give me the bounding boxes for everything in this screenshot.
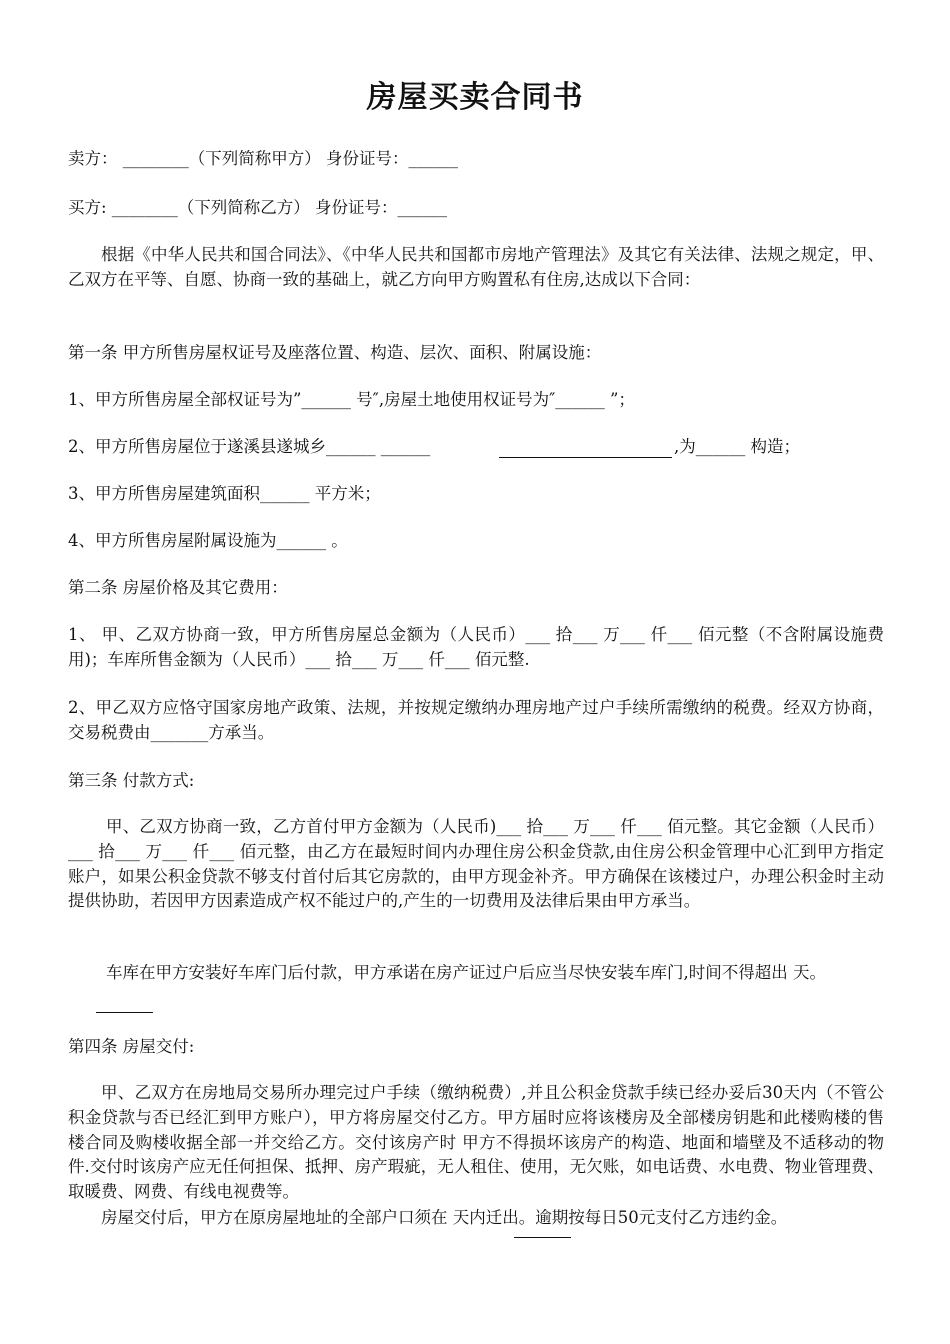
- article-2-item-2: 2、甲乙双方应恪守国家房地产政策、法规，并按规定缴纳办理房地产过户手续所需缴纳的税费。经双方协商，交易税费由_______方承当。: [68, 698, 884, 742]
- article-3-heading: 第三条 付款方式:: [68, 771, 195, 790]
- article-2-heading: 第二条 房屋价格及其它费用：: [68, 578, 288, 597]
- location-underline: [499, 457, 672, 458]
- article-4-heading: 第四条 房屋交付:: [68, 1037, 195, 1056]
- article-1-item-2-part-a: 2、甲方所售房屋位于遂溪县遂城乡______ ______: [68, 437, 431, 456]
- article-3-paragraph-2: 车库在甲方安装好车库门后付款，甲方承诺在房产证过户后应当尽快安装车库门,时间不得超出 天。: [106, 963, 826, 982]
- article-3-paragraph-1: 甲、乙双方协商一致，乙方首付甲方金额为（人民币)___ 拾___ 万___ 仟___ 佰元整。其它金额（人民币）___ 拾___ 万___ 仟___ 佰元整，由乙方在最短时间内办理住房公积金贷款,由住房公积金管理中心汇到甲方指定账户，如果公积金贷款不够支付首付后其它房款的，由甲方现金补齐。甲方确保在该楼过户，办理公积金时主动提供协助，若因甲方因素造成产权不能过户的,产生的一切费用及法律后果由甲方承当。: [68, 817, 884, 911]
- garage-days-underline: [96, 1012, 153, 1013]
- article-1-item-3: 3、甲方所售房屋建筑面积______ 平方米；: [68, 484, 381, 503]
- seller-line: 卖方： ________（下列简称甲方） 身份证号：______: [68, 149, 458, 168]
- article-1-item-1: 1、甲方所售房屋全部权证号为”______ 号″,房屋土地使用权证号为″______ ”；: [68, 390, 635, 409]
- article-4-paragraph-2: 房屋交付后，甲方在原房屋地址的全部户口须在 天内迁出。逾期按每日50元支付乙方违约金。: [101, 1208, 788, 1227]
- article-1-item-2-part-b: ,为______ 构造；: [674, 437, 800, 456]
- article-1-item-4: 4、甲方所售房屋附属设施为______ 。: [68, 531, 348, 550]
- document-title: 房屋买卖合同书: [366, 80, 584, 115]
- move-out-days-underline: [514, 1237, 571, 1238]
- preamble-paragraph: 根据《中华人民共和国合同法》、《中华人民共和国都市房地产管理法》及其它有关法律、法规之规定，甲、乙双方在平等、自愿、协商一致的基础上，就乙方向甲方购置私有住房,达成以下合同：: [68, 245, 884, 289]
- article-4-paragraph-1: 甲、乙双方在房地局交易所办理完过户手续（缴纳税费）,并且公积金贷款手续已经办妥后30天内（不管公积金贷款与否已经汇到甲方账户），甲方将房屋交付乙方。甲方届时应将该楼房及全部楼房钥匙和此楼购楼的售楼合同及购楼收据全部一并交给乙方。交付该房产时 甲方不得损坏该房产的构造、地面和墙壁及不适移动的物件.交付时该房产应无任何担保、抵押、房产瑕疵，无人租住、使用，无欠账，如电话费、水电费、物业管理费、取暖费、网费、有线电视费等。: [68, 1083, 884, 1202]
- article-2-item-1: 1、 甲、乙双方协商一致，甲方所售房屋总金额为（人民币）___ 拾___ 万___ 仟___ 佰元整（不含附属设施费用)；车库所售金额为（人民币）___ 拾___ 万___ 仟___ 佰元整.: [68, 625, 884, 669]
- buyer-line: 买方: ________（下列简称乙方） 身份证号：______: [68, 198, 448, 217]
- article-1-heading: 第一条 甲方所售房屋权证号及座落位置、构造、层次、面积、附属设施：: [68, 343, 602, 362]
